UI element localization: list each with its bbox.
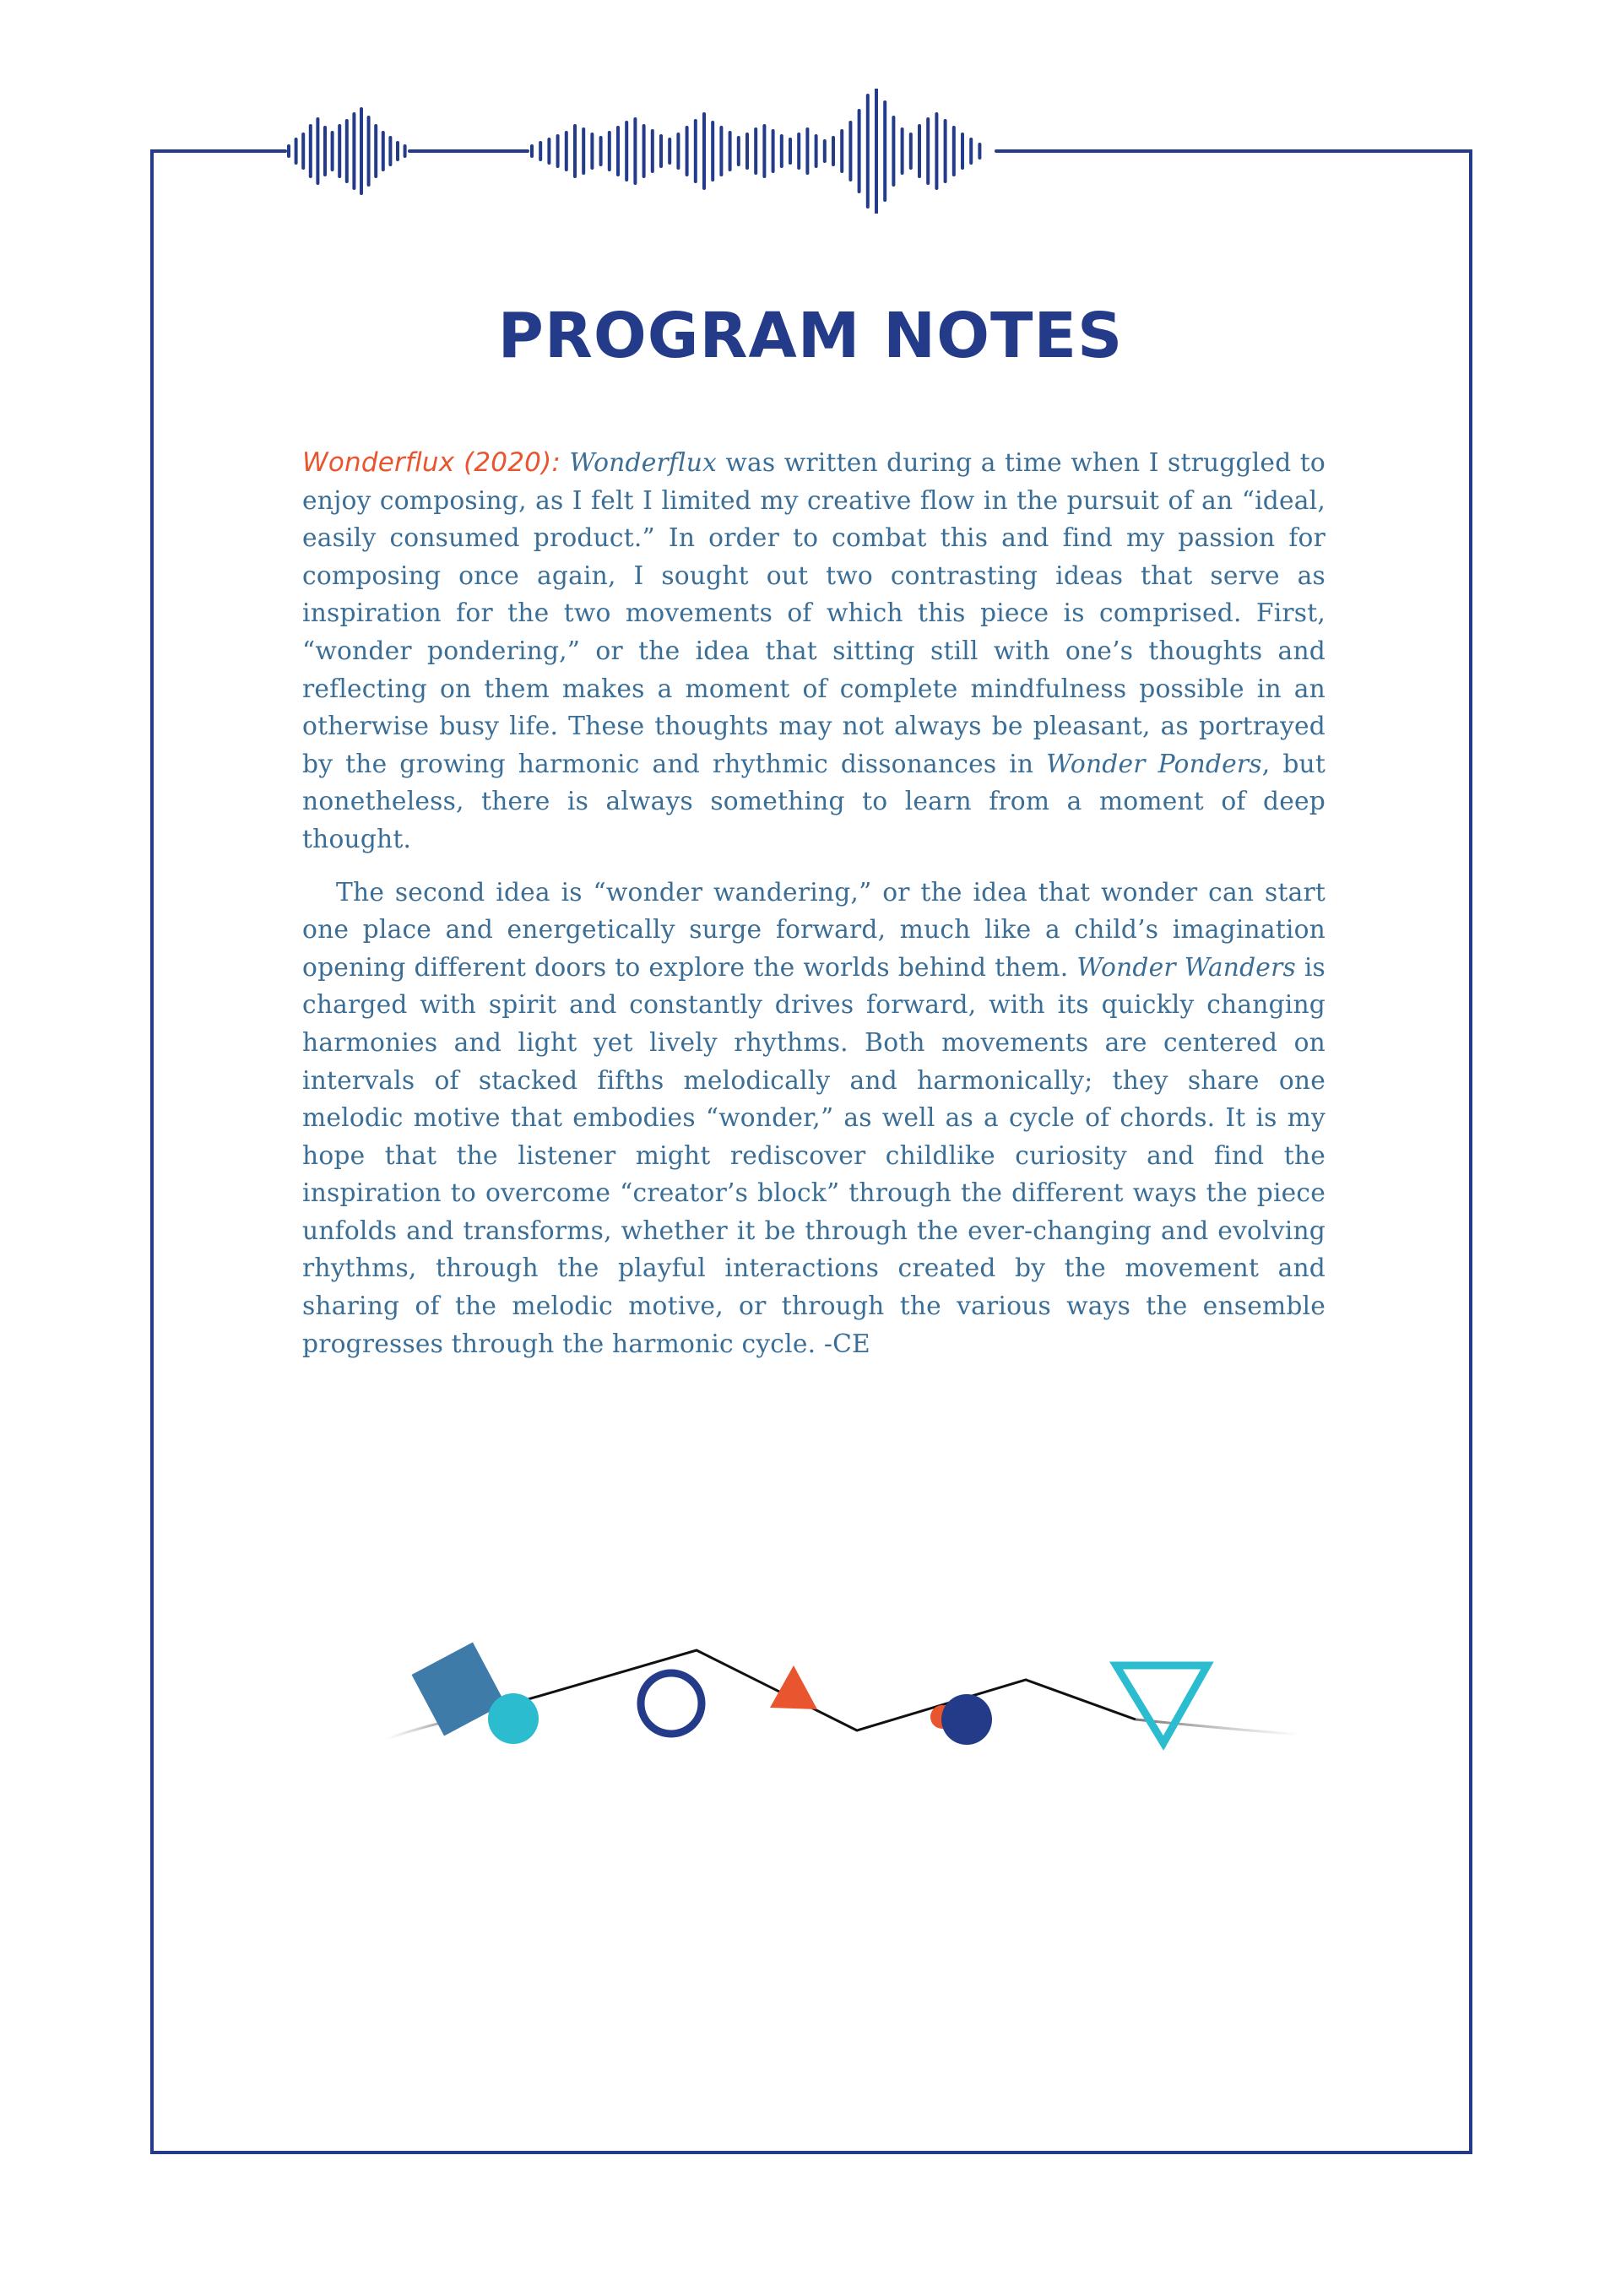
notes-text: The second idea is “wonder wandering,” or the idea that wonder can start one place and energetically surge forward, much like a child’s imagination opening different doors to explore the worlds behind them. xyxy=(302,877,1326,983)
cyan-triangle xyxy=(1116,1665,1207,1743)
cyan-circle xyxy=(488,1693,539,1744)
movement-title: Wonder Ponders xyxy=(1046,749,1262,779)
notes-text: is charged with spirit and constantly drives forward, with its quickly changing harmonies and light yet lively rhythms. Both movements are centered on intervals of stacked fifths melodically and harmonically; they share one melodic motive that embodies “wonder,” as well as a cycle of chords. It is my hope that the listener might rediscover childlike curiosity and find the inspiration to overcome “creator’s block” through the different ways the piece unfolds and transforms, whether it be through the ever-changing and evolving rhythms, through the playful interactions created by the movement and sharing of the melodic motive, or through the various ways the ensemble progresses through the harmonic cycle. -CE xyxy=(302,952,1326,1359)
notes-paragraph-2 xyxy=(302,875,1326,1364)
notes-paragraph-1 xyxy=(302,444,1326,859)
program-notes xyxy=(302,444,1326,1363)
orange-triangle xyxy=(770,1665,817,1709)
notes-text: was written during a time when I struggled to enjoy composing, as I felt I limited my creative flow in the pursuit of an “ideal, easily consumed product.” In order to combat this and find my passion for composing once again, I sought out two contrasting ideas that serve as inspiration for the two movements of which this piece is comprised. First, “wonder pondering,” or the idea that sitting still with one’s thoughts and reflecting on them makes a moment of complete mindfulness possible in an otherwise busy life. These thoughts may not always be pleasant, as portrayed by the growing harmonic and rhythmic dissonances in xyxy=(302,448,1326,779)
sound-wave-icon xyxy=(270,89,1013,214)
geometric-shapes-icon xyxy=(371,1633,1317,1768)
navy-circle xyxy=(941,1694,992,1745)
piece-label: Wonderflux (2020): xyxy=(302,447,561,478)
page-title: PROGRAM NOTES xyxy=(497,300,1124,372)
notes-text: , but nonetheless, there is always something to learn from a moment of deep thought. xyxy=(302,749,1326,854)
piece-title: Wonderflux xyxy=(569,448,718,478)
ring-shape xyxy=(641,1673,702,1734)
movement-title: Wonder Wanders xyxy=(1076,952,1296,983)
